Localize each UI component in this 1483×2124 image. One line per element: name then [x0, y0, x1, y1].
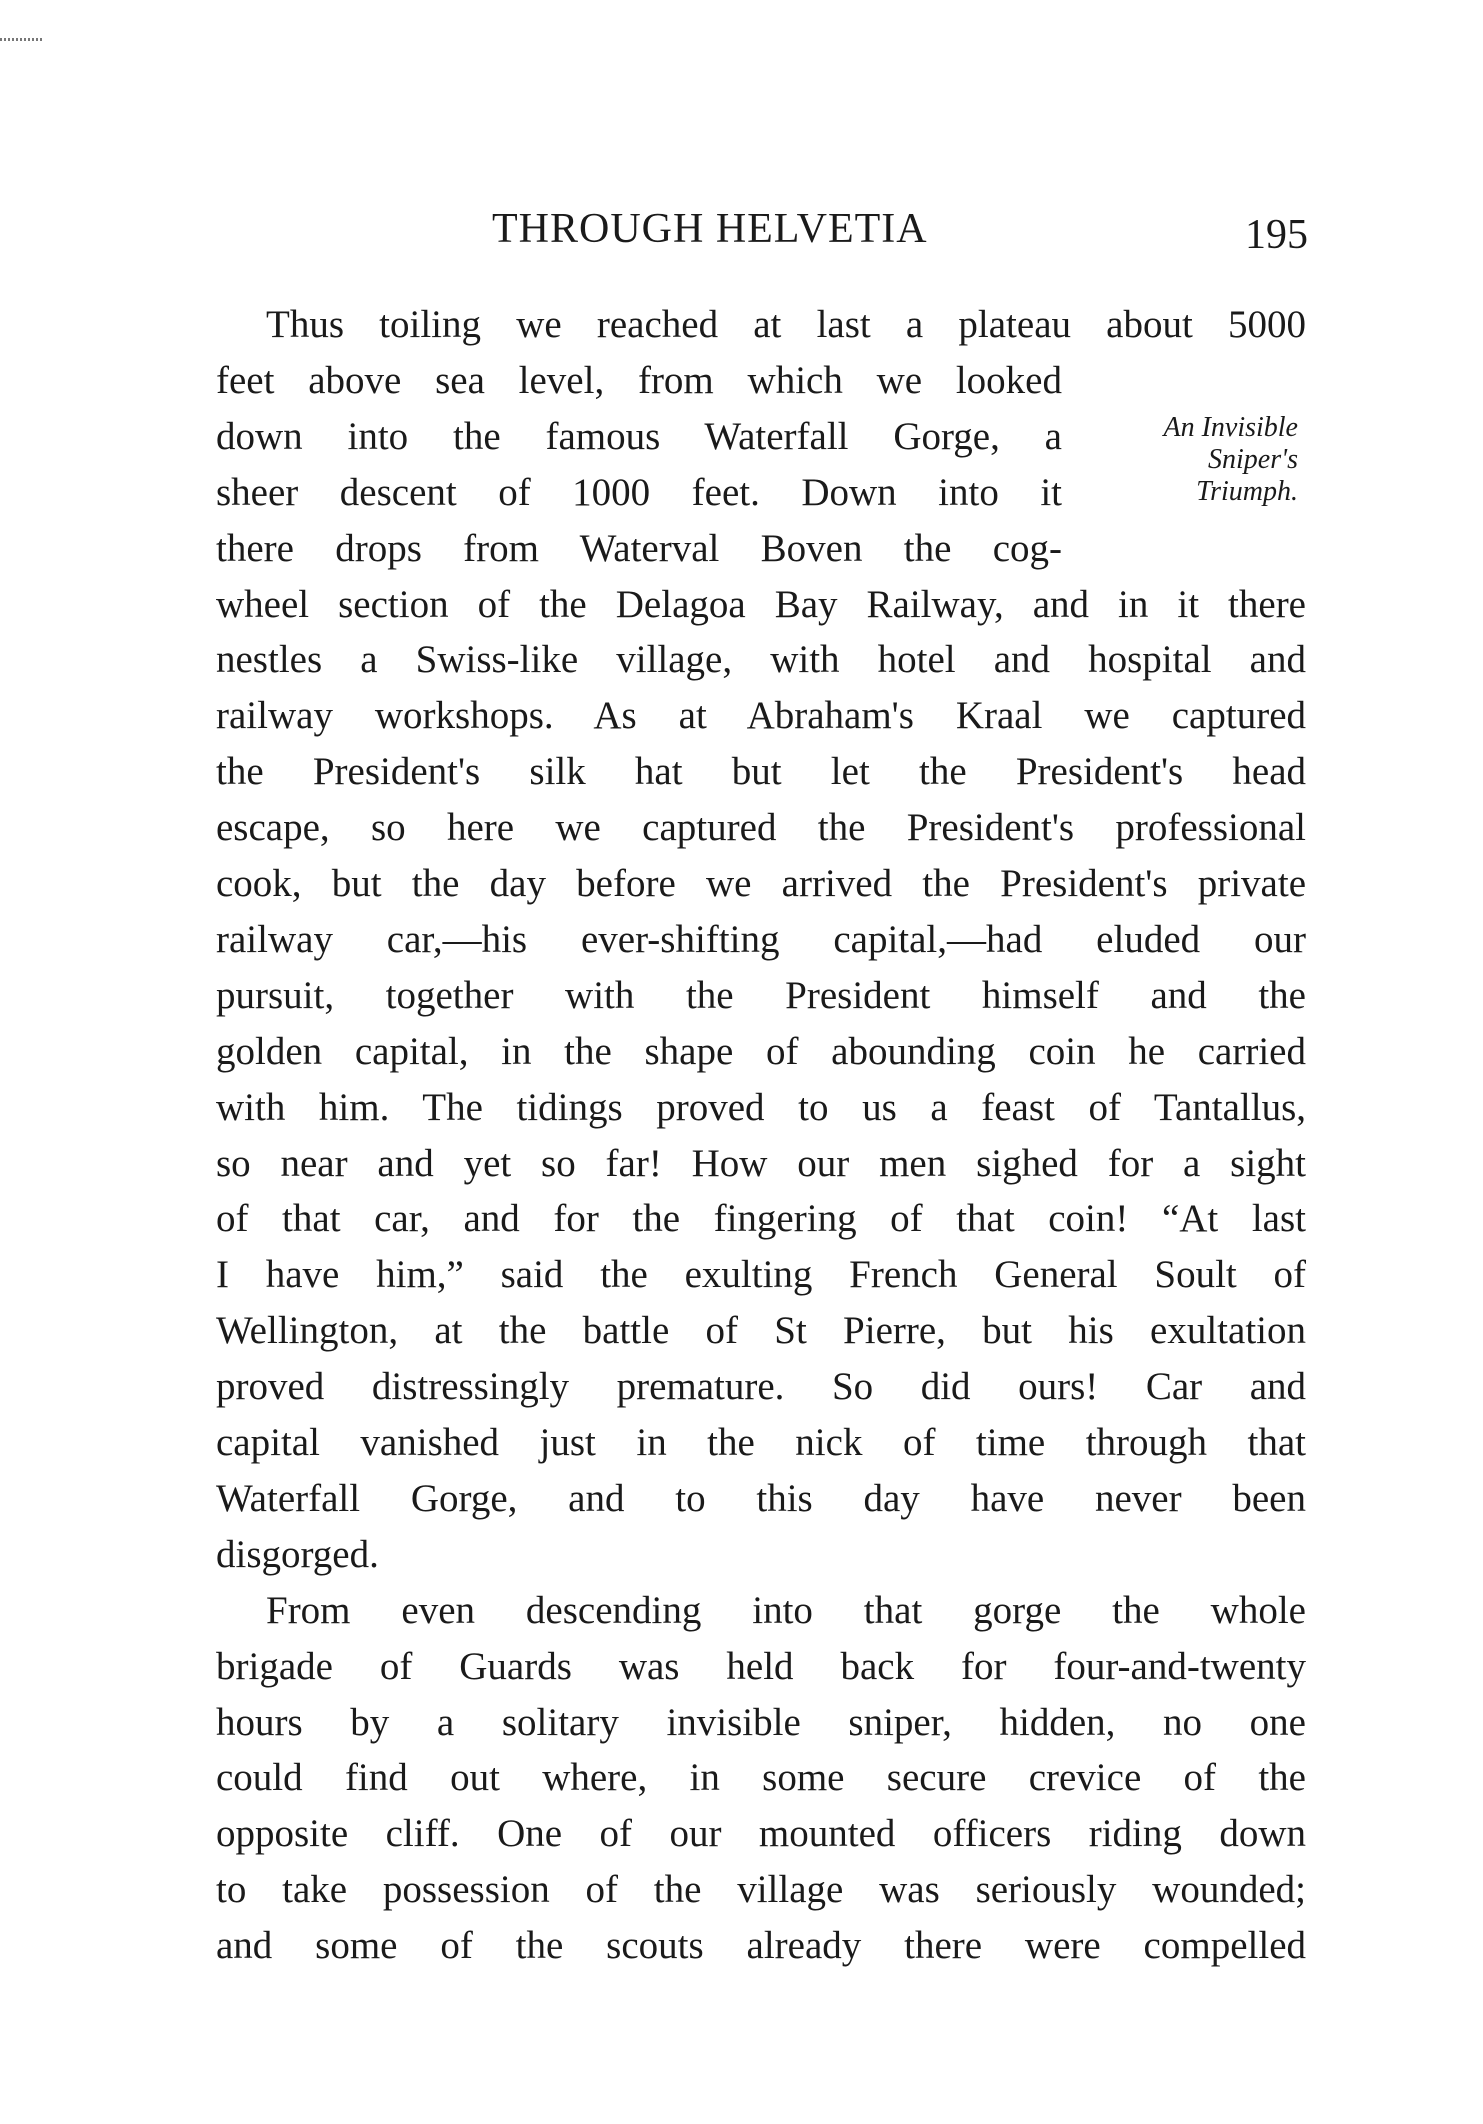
text-line-content: opposite cliff. One of our mounted officers riding down	[216, 1812, 1306, 1856]
margin-note	[1090, 412, 1298, 508]
text-line	[216, 968, 1306, 1024]
text-line-content: escape, so here we captured the President's professional	[216, 806, 1306, 850]
text-line	[216, 912, 1306, 968]
text-line-content: brigade of Guards was held back for four-and-twenty	[216, 1644, 1306, 1688]
text-line-content: with him. The tidings proved to us a feast of Tantallus,	[216, 1085, 1306, 1129]
text-line-content: to take possession of the village was seriously wounded;	[216, 1868, 1306, 1912]
margin-note-line: An Invisible	[1163, 412, 1298, 443]
text-line-content: down into the famous Waterfall Gorge, a	[216, 414, 1062, 458]
text-line	[216, 1471, 1306, 1527]
text-line-content: I have him,” said the exulting French General Soult of	[216, 1253, 1306, 1297]
text-line	[216, 632, 1306, 688]
text-line	[216, 465, 1062, 521]
text-line-content: sheer descent of 1000 feet. Down into it	[216, 470, 1062, 514]
text-line-content: proved distressingly premature. So did ours! Car and	[216, 1365, 1306, 1409]
text-line	[216, 856, 1306, 912]
text-line	[216, 1303, 1306, 1359]
text-line	[216, 1918, 1306, 1974]
text-line-content: cook, but the day before we arrived the President's private	[216, 862, 1306, 905]
text-line-content: the President's silk hat but let the President's head	[216, 750, 1306, 794]
text-line	[216, 1415, 1306, 1471]
text-line	[216, 1639, 1306, 1695]
margin-note-line: Sniper's	[1208, 444, 1298, 475]
text-line-content: wheel section of the Delagoa Bay Railway, and in it there	[216, 582, 1306, 626]
text-line	[216, 1247, 1306, 1303]
text-line-content: Wellington, at the battle of St Pierre, but his exultation	[216, 1309, 1306, 1353]
text-line	[216, 521, 1062, 577]
text-line-content: capital vanished just in the nick of time through that	[216, 1421, 1306, 1464]
text-line	[216, 1750, 1306, 1806]
text-line-content: From even descending into that gorge the whole	[266, 1588, 1306, 1632]
running-title: THROUGH HELVETIA	[492, 206, 928, 252]
text-line	[216, 353, 1062, 409]
text-line	[216, 1359, 1306, 1415]
scan-artifact	[0, 38, 44, 41]
text-line	[216, 409, 1062, 465]
text-line	[216, 744, 1306, 800]
text-line	[216, 1527, 1306, 1583]
text-line-content: feet above sea level, from which we looked	[216, 358, 1062, 402]
text-line-content: railway car,—his ever-shifting capital,—had eluded our	[216, 917, 1306, 961]
text-line-content: so near and yet so far! How our men sighed for a sight	[216, 1141, 1306, 1185]
text-line-content: and some of the scouts already there were compelled	[216, 1924, 1306, 1968]
page-header	[0, 205, 1483, 265]
text-line-content: disgorged.	[216, 1532, 379, 1576]
page-number: 195	[1245, 212, 1308, 258]
text-line-content: Thus toiling we reached at last a plateau about 5000	[266, 303, 1306, 346]
text-line-content: pursuit, together with the President himself and the	[216, 973, 1306, 1017]
text-line-content: golden capital, in the shape of abounding coin he carried	[216, 1029, 1306, 1073]
text-line	[216, 1862, 1306, 1918]
text-line	[216, 1695, 1306, 1751]
text-line-content: hours by a solitary invisible sniper, hidden, no one	[216, 1700, 1306, 1744]
text-line-content: there drops from Waterval Boven the cog-	[216, 526, 1062, 570]
text-line-content: Waterfall Gorge, and to this day have never been	[216, 1476, 1306, 1520]
text-line	[216, 688, 1306, 744]
text-line	[216, 800, 1306, 856]
text-line	[266, 297, 1306, 353]
text-line	[216, 1080, 1306, 1136]
text-line-content: of that car, and for the fingering of that coin! “At last	[216, 1197, 1306, 1241]
text-line-content: could find out where, in some secure crevice of the	[216, 1756, 1306, 1800]
text-line	[216, 1024, 1306, 1080]
text-line	[216, 1806, 1306, 1862]
text-line	[216, 1136, 1306, 1192]
text-line-content: nestles a Swiss-like village, with hotel and hospital and	[216, 638, 1306, 682]
margin-note-line: Triumph.	[1196, 476, 1298, 507]
text-line	[216, 1191, 1306, 1247]
text-line-content: railway workshops. As at Abraham's Kraal we captured	[216, 694, 1306, 738]
text-line	[266, 1583, 1306, 1639]
text-line	[216, 577, 1306, 633]
